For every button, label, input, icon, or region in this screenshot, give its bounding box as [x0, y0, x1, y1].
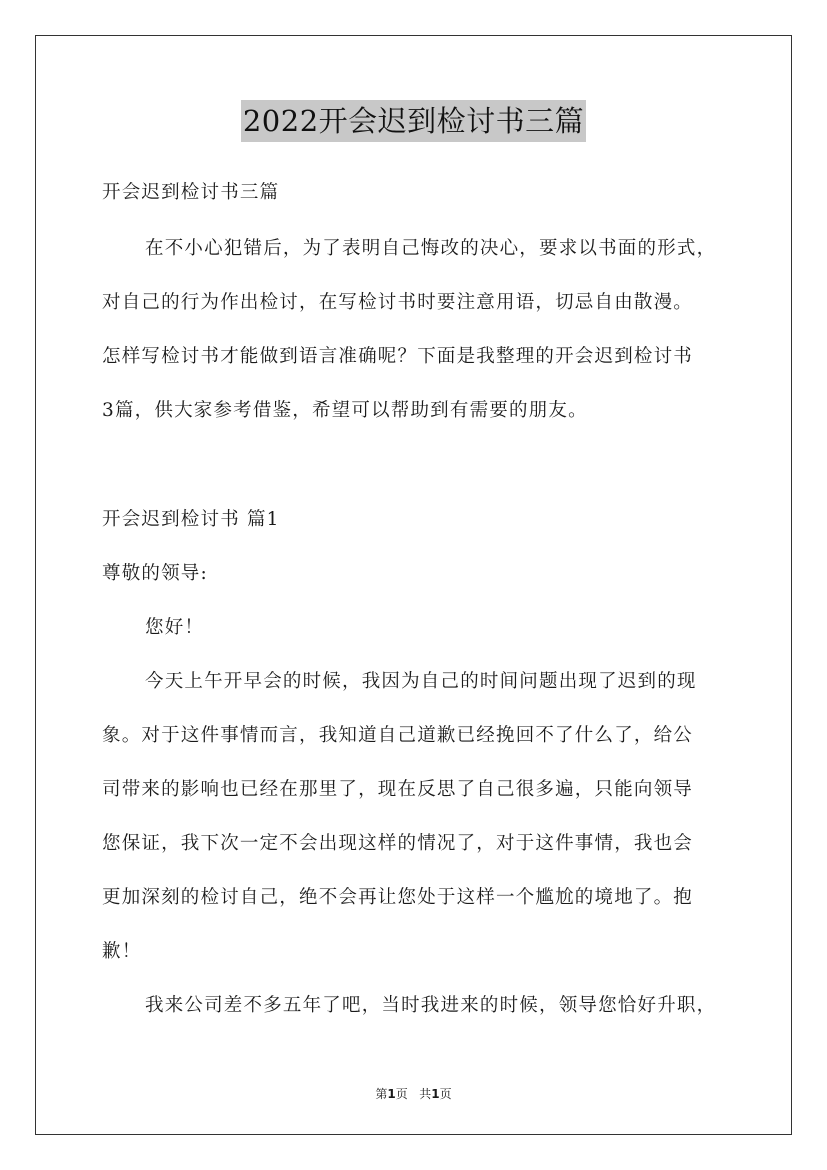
page-number: 1 — [387, 1087, 396, 1101]
intro-line: 对自己的行为作出检讨，在写检讨书时要注意用语，切忌自由散漫。 — [102, 292, 694, 313]
page-label-prefix: 第 — [375, 1087, 388, 1101]
document-title: 2022开会迟到检讨书三篇 — [241, 100, 586, 142]
intro-line: 怎样写检讨书才能做到语言准确呢？下面是我整理的开会迟到检讨书 — [102, 346, 694, 367]
page-label-suffix: 页 — [395, 1087, 408, 1101]
total-label-suffix: 页 — [439, 1087, 452, 1101]
body-line: 歉！ — [102, 941, 142, 962]
salutation: 尊敬的领导: — [102, 563, 208, 584]
document-subtitle: 开会迟到检讨书三篇 — [102, 182, 280, 203]
total-label-prefix: 共 — [419, 1087, 432, 1101]
body-line: 更加深刻的检讨自己，绝不会再让您处于这样一个尴尬的境地了。抱 — [102, 887, 694, 908]
body-line: 司带来的影响也已经在那里了，现在反思了自己很多遍，只能向领导 — [102, 779, 694, 800]
body-line: 我来公司差不多五年了吧，当时我进来的时候，领导您恰好升职， — [145, 995, 717, 1016]
greeting: 您好！ — [145, 617, 205, 638]
section-heading: 开会迟到检讨书 篇1 — [102, 509, 280, 530]
body-line: 您保证，我下次一定不会出现这样的情况了，对于这件事情，我也会 — [102, 833, 694, 854]
body-line: 今天上午开早会的时候，我因为自己的时间问题出现了迟到的现 — [145, 671, 697, 692]
intro-line: 在不小心犯错后，为了表明自己悔改的决心，要求以书面的形式， — [145, 238, 717, 259]
body-line: 象。对于这件事情而言，我知道自己道歉已经挽回不了什么了，给公 — [102, 725, 694, 746]
title-wrap — [0, 100, 827, 142]
intro-line: 3篇，供大家参考借鉴，希望可以帮助到有需要的朋友。 — [102, 400, 588, 421]
page-footer — [0, 1085, 827, 1102]
total-pages: 1 — [431, 1087, 440, 1101]
